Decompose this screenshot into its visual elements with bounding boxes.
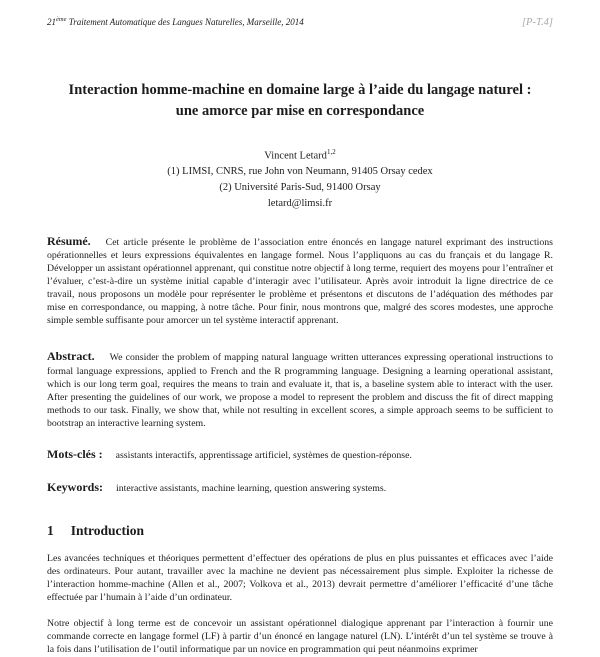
resume-block <box>47 233 553 328</box>
abstract-block <box>47 348 553 430</box>
affiliation-1: (1) LIMSI, CNRS, rue John von Neumann, 91405 Orsay cedex <box>167 166 433 178</box>
paper-title-line1: Interaction homme-machine en domaine large à l’aide du langage naturel : <box>68 82 532 98</box>
author-affil-marks: 1,2 <box>326 148 336 157</box>
section-1-heading <box>47 523 553 539</box>
author-name-line <box>47 147 553 164</box>
running-header <box>47 16 553 28</box>
section-1-title: Introduction <box>70 522 145 538</box>
motscles-label: Mots-clés : <box>47 447 103 462</box>
venue-number-suffix: ème <box>56 16 67 23</box>
resume-text: Cet article présente le problème de l’association entre énoncés en langage naturel exprimant des instructions opérationnelles et leurs expressions équivalentes en langage formel. Nous l’appliquons au cas du français et du langage R. Développer un assistant opérationnel apprenant, qui constitue notre objectif à long terme, requiert des moyens pour l’entraîner et l’évaluer, c’est-à-dire un système initial capable d’interagir avec l’utilisateur. Après avoir introduit la ligne directrice de ce travail, nous proposons un modèle pour représenter le problème et présentons et discutons de l’adéquation des méthodes par mise en correspondance, ou mapping, à notre tâche. Pour finir, nous montrons que, malgré des scores modestes, une approche simple semble suffisante pour amorcer un tel système interactif apprenant. <box>47 236 553 327</box>
keywords-text: interactive assistants, machine learning, question answering systems. <box>116 482 387 494</box>
resume-label: Résumé. <box>47 233 91 248</box>
keywords-block <box>47 480 553 496</box>
author-email: letard@limsi.fr <box>267 197 333 209</box>
page-tag: [P-T.4] <box>521 17 553 28</box>
author-name: Vincent Letard <box>264 150 327 162</box>
motscles-text: assistants interactifs, apprentissage artificiel, systèmes de question-réponse. <box>115 450 412 462</box>
venue-number: 21 <box>47 17 56 27</box>
keywords-label: Keywords: <box>47 479 103 494</box>
venue-header <box>47 16 304 27</box>
abstract-label: Abstract. <box>47 349 95 364</box>
intro-paragraph-2: Notre objectif à long terme est de concevoir un assistant opérationnel dialogique apprenant par l’interaction à fournir une commande correcte en langage formel (LF) à partir d’un énoncé en langage naturel (LN). L’intérêt d’un tel système se trouve à la fois dans l’utilisation de l’outil informatique par un novice en programmation qui peut néanmoins exprimer <box>47 618 553 656</box>
abstract-text: We consider the problem of mapping natural language written utterances expressing operational instructions to formal language expressions, applied to French and the R programming language. Designing a learning operational assistant, which is our long term goal, requires the means to train and evaluate it, that is, a baseline system able to interact with the user. After presenting the guidelines of our work, we propose a model to represent the problem and discuss the fit of direct mapping methods to our task. Finally, we show that, while not resulting in excellent scores, a simple approach seems to be sufficient to bootstrap an interactive learning system. <box>47 352 553 430</box>
motscles-block <box>47 447 553 463</box>
paper-title <box>47 80 553 122</box>
affiliation-2: (2) Université Paris-Sud, 91400 Orsay <box>219 182 381 194</box>
venue-name: Traitement Automatique des Langues Naturelles, Marseille, 2014 <box>66 17 304 27</box>
author-block <box>47 147 553 212</box>
paper-title-line2: une amorce par mise en correspondance <box>175 103 425 120</box>
section-1-number: 1 <box>47 522 54 538</box>
intro-paragraph-1: Les avancées techniques et théoriques permettent d’effectuer des opérations de plus en plus puissantes et efficaces avec l’aide des ordinateurs. Pour autant, travailler avec la machine ne devient pas nécessairement plus simple. Exploiter la richesse de l’interaction homme-machine (Allen et al., 2007; Volkova et al., 2013) devrait permettre d’améliorer l’efficacité d’une tâche effectuée par l’humain à l’aide d’un ordinateur. <box>47 552 553 603</box>
